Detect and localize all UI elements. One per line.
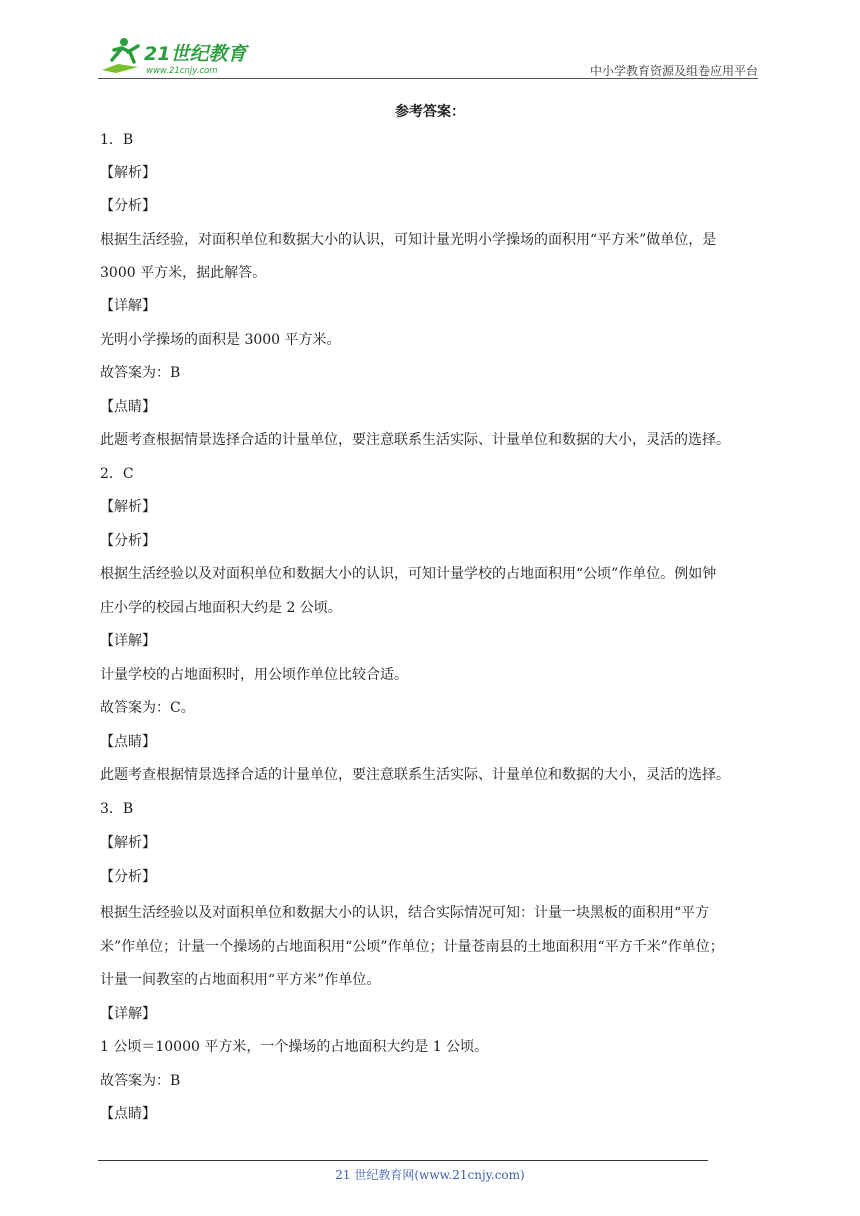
logo-main-text: 21世纪教育 bbox=[144, 43, 247, 65]
content-line: 【点睛】 bbox=[100, 399, 156, 415]
content-line: 【解析】 bbox=[100, 165, 156, 181]
content-line: 【详解】 bbox=[100, 633, 156, 649]
content-line: 光明小学操场的面积是 3000 平方米。 bbox=[100, 332, 341, 348]
content-line: 3000 平方米，据此解答。 bbox=[100, 265, 267, 281]
platform-name: 中小学教育资源及组卷应用平台 bbox=[589, 64, 758, 78]
content-line: 【详解】 bbox=[100, 298, 156, 314]
content-line: 计量一间教室的占地面积用“平方米”作单位。 bbox=[100, 972, 381, 988]
content-line: 计量学校的占地面积时，用公顷作单位比较合适。 bbox=[100, 667, 408, 683]
page-header bbox=[98, 34, 758, 80]
content-line: 【分析】 bbox=[100, 198, 156, 214]
content-line: 此题考查根据情景选择合适的计量单位，要注意联系生活实际、计量单位和数据的大小，灵活的选择。 bbox=[100, 767, 730, 783]
content-line: 故答案为：B bbox=[100, 365, 181, 381]
header-divider bbox=[98, 78, 758, 79]
content-line: 此题考查根据情景选择合适的计量单位，要注意联系生活实际、计量单位和数据的大小，灵活的选择。 bbox=[100, 432, 730, 448]
content-line: 【解析】 bbox=[100, 835, 156, 851]
content-line: 1 公顷＝10000 平方米，一个操场的占地面积大约是 1 公顷。 bbox=[100, 1039, 489, 1055]
content-line: 【点睛】 bbox=[100, 1106, 156, 1122]
content-line: 1．B bbox=[100, 132, 134, 148]
content-line: 根据生活经验以及对面积单位和数据大小的认识，可知计量学校的占地面积用“公顷”作单位。例如钟 bbox=[100, 566, 717, 582]
content-line: 根据生活经验，对面积单位和数据大小的认识，可知计量光明小学操场的面积用“平方米”做单位，是 bbox=[100, 232, 717, 248]
content-line: 故答案为：C。 bbox=[100, 700, 195, 716]
content-line: 故答案为：B bbox=[100, 1073, 181, 1089]
content-line: 2．C bbox=[100, 466, 134, 482]
content-line: 米”作单位；计量一个操场的占地面积用“公顷”作单位；计量苍南县的土地面积用“平方千米”作单位； bbox=[100, 939, 724, 955]
content-line: 【解析】 bbox=[100, 499, 156, 515]
page-footer: 21 世纪教育网(www.21cnjy.com) bbox=[335, 1168, 525, 1182]
footer-divider bbox=[98, 1160, 708, 1161]
site-logo bbox=[98, 34, 268, 78]
content-line: 【详解】 bbox=[100, 1006, 156, 1022]
content-line: 【点睛】 bbox=[100, 734, 156, 750]
logo-url-text: www.21cnjy.com bbox=[146, 66, 218, 76]
content-line: 【分析】 bbox=[100, 869, 156, 885]
content-line: 根据生活经验以及对面积单位和数据大小的认识，结合实际情况可知：计量一块黑板的面积用“平方 bbox=[100, 905, 710, 921]
content-line: 3．B bbox=[100, 801, 134, 817]
content-line: 【分析】 bbox=[100, 533, 156, 549]
content-line: 庄小学的校园占地面积大约是 2 公顷。 bbox=[100, 600, 342, 616]
page-title: 参考答案： bbox=[395, 104, 465, 120]
